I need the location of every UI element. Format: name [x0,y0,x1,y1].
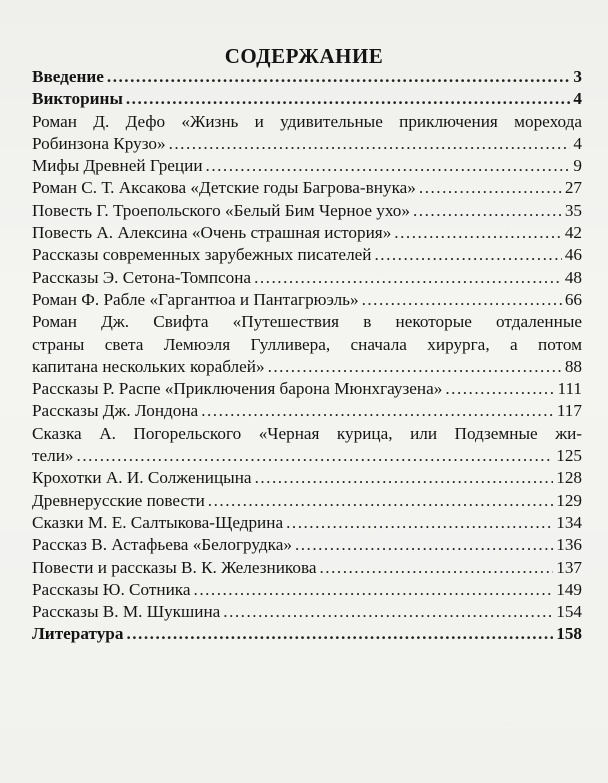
dot-leader [126,623,553,645]
toc-entry-title-line: Повести и рассказы В. К. Железникова [32,557,317,577]
dot-leader [394,222,562,244]
dot-leader [201,400,554,422]
toc-entry [32,200,582,222]
toc-entry-row [32,378,582,400]
toc-entry-title-line: Литература [32,624,124,644]
page-number: 111 [557,379,582,399]
toc-entry-title-line: Рассказы Э. Сетона-Томпсона [32,267,252,287]
toc-entry-row [32,267,582,289]
page-number: 46 [564,245,582,265]
dot-leader [223,601,553,623]
toc-entry-row [32,623,582,645]
toc-entry-title-line: Робинзона Крузо» [32,133,166,153]
toc-entry-title-line: Древнерусские повести [32,490,205,510]
toc-entry-row [32,155,582,177]
page-number: 117 [556,401,582,421]
toc-entry [32,88,582,110]
dot-leader [254,267,562,289]
toc-entry [32,155,582,177]
toc-entry-row [32,66,582,88]
toc-entry-title-line: Рассказ В. Астафьева «Белогрудка» [32,535,292,555]
toc-entry-row [32,601,582,623]
toc-entry-row [32,490,582,512]
toc-entry [32,623,582,645]
toc-entry-row [32,200,582,222]
toc-entry [32,534,582,556]
page-number: 136 [556,535,582,555]
toc-entry [32,177,582,199]
toc-entry-title-line: Роман Ф. Рабле «Гаргантюа и Пантагрюэль» [32,289,359,309]
toc-entry-row [32,222,582,244]
dot-leader [268,356,562,378]
toc-entry-row [32,400,582,422]
page-number: 66 [564,289,582,309]
dot-leader [445,378,554,400]
dot-leader [286,512,553,534]
toc-entry-title-line: Повесть А. Алексина «Очень страшная история» [32,223,392,243]
page-number: 27 [564,178,582,198]
page-number: 88 [564,356,582,376]
toc-entry [32,311,582,378]
toc-entry-title-line: Сказка А. Погорельского «Черная курица, или Подземные жи- [32,423,582,443]
page-number: 128 [556,468,582,488]
toc-entry [32,601,582,623]
toc-entry-row [32,177,582,199]
toc-entry [32,423,582,468]
toc-entry [32,244,582,266]
toc-entry [32,222,582,244]
toc-entry [32,66,582,88]
dot-leader [208,490,553,512]
toc-entry-title-line: Сказки М. Е. Салтыкова-Щедрина [32,512,284,532]
page-number: 154 [556,602,582,622]
dot-leader [320,557,554,579]
dot-leader [419,177,562,199]
page-number: 129 [556,490,582,510]
toc-entry-row [32,445,582,467]
toc-entry-row [32,88,582,110]
page-number: 4 [573,133,582,153]
page-number: 3 [573,67,582,86]
toc-entry-title-line: Рассказы Ю. Сотника [32,579,191,599]
toc-entry-title-line: Викторины [32,89,123,109]
page-number: 4 [573,89,582,109]
page-number: 137 [556,557,582,577]
toc-entry-row [32,244,582,266]
dot-leader [194,579,554,601]
toc-entry-row [32,289,582,311]
dot-leader [169,133,571,155]
toc-entry-row [32,133,582,155]
dot-leader [126,88,571,110]
page-number: 42 [564,223,582,243]
toc-entry-title-line: Роман Дж. Свифта «Путешествия в некоторые отдаленные [32,312,582,332]
toc-entry-row [32,512,582,534]
toc-entry-title-line: Введение [32,67,104,86]
dot-leader [295,534,553,556]
toc-entry [32,490,582,512]
dot-leader [206,155,571,177]
page-number: 158 [556,624,582,644]
toc-entry [32,467,582,489]
toc-entry [32,289,582,311]
dot-leader [362,289,562,311]
toc-entry [32,111,582,156]
toc-entry-title-line: тели» [32,446,74,466]
dot-leader [77,445,554,467]
toc-entry-title-line: Рассказы Р. Распе «Приключения барона Мюнхгаузена» [32,379,443,399]
toc-entry-title-line: Мифы Древней Греции [32,156,203,176]
toc-entry [32,557,582,579]
dot-leader [374,244,561,266]
toc-entry-title-line: Крохотки А. И. Солженицына [32,468,252,488]
dot-leader [413,200,562,222]
table-of-contents [32,66,582,646]
toc-entry [32,579,582,601]
page-number: 35 [564,200,582,220]
toc-entry [32,378,582,400]
toc-entry-title-line: страны света Лемюэля Гулливера, сначала хирурга, а потом [32,334,582,354]
dot-leader [107,66,571,88]
page-number: 125 [556,446,582,466]
page-number: 9 [573,156,582,176]
toc-entry-title-line: Рассказы Дж. Лондона [32,401,199,421]
toc-entry-title-line: Роман Д. Дефо «Жизнь и удивительные приключения морехода [32,111,582,131]
toc-entry-title-line: Роман С. Т. Аксакова «Детские годы Багрова-внука» [32,178,416,198]
toc-entry-row [32,579,582,601]
toc-entry [32,512,582,534]
toc-entry-row [32,356,582,378]
toc-entry [32,400,582,422]
dot-leader [255,467,554,489]
toc-entry-row [32,467,582,489]
toc-entry-row [32,557,582,579]
toc-entry-title-line: Рассказы В. М. Шукшина [32,602,221,622]
toc-entry-row [32,534,582,556]
toc-entry [32,267,582,289]
page-number: 48 [564,267,582,287]
toc-entry-title-line: Повесть Г. Троепольского «Белый Бим Черное ухо» [32,200,410,220]
toc-entry-title-line: капитана нескольких кораблей» [32,356,265,376]
page-number: 149 [556,579,582,599]
page-number: 134 [556,512,582,532]
page-title: СОДЕРЖАНИЕ [224,44,384,68]
toc-entry-title-line: Рассказы современных зарубежных писателей [32,245,372,265]
